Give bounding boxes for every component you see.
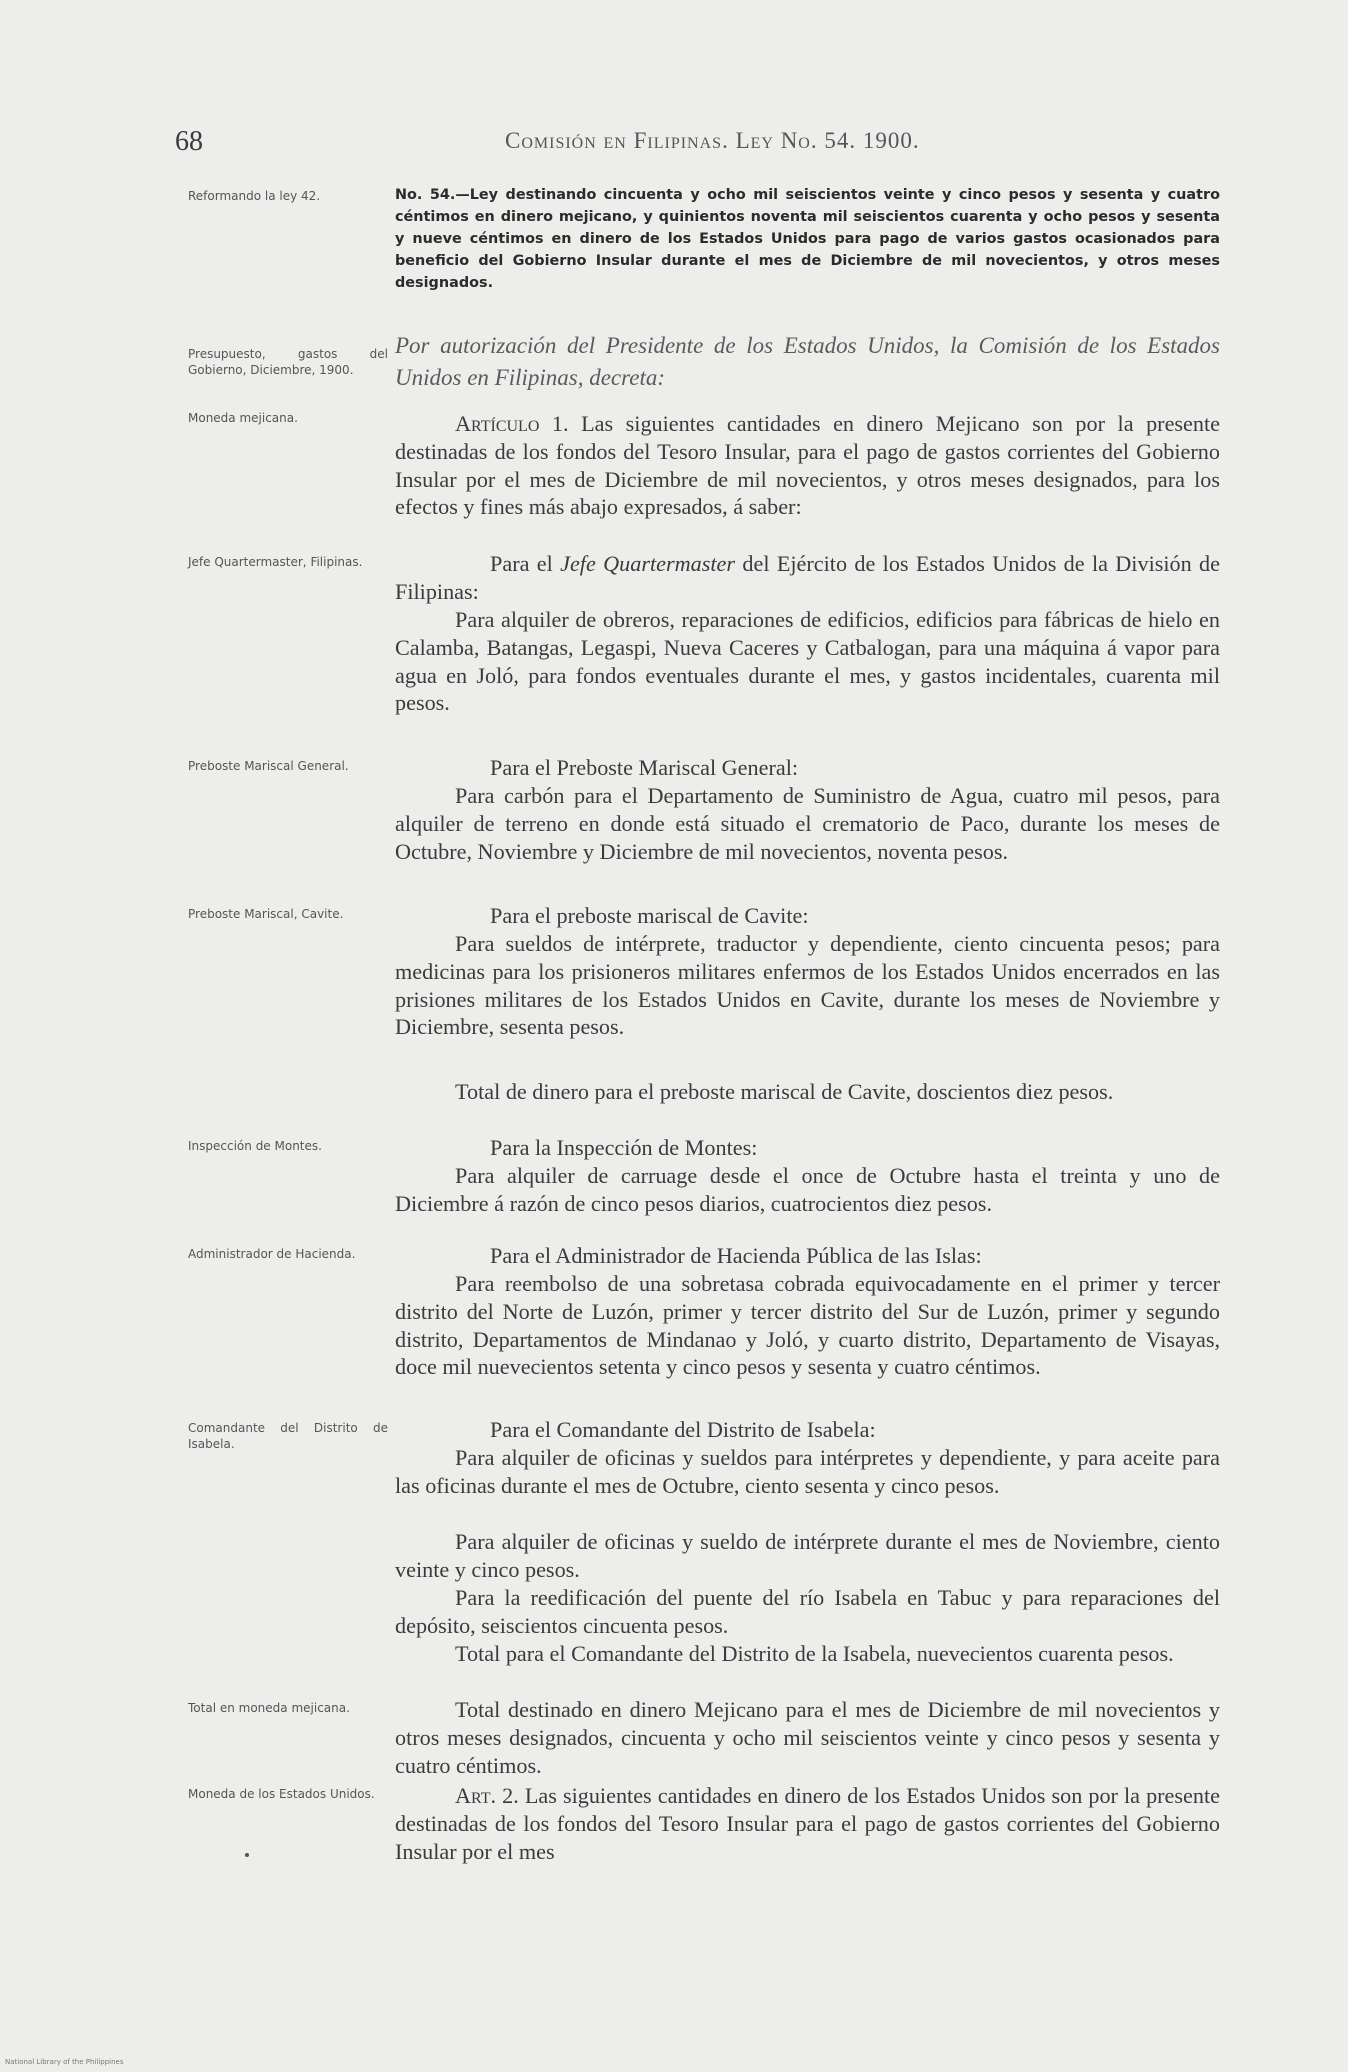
treasury-p1: Para reembolso de una sobretasa cobrada equivocadamente en el primer y tercer distrito del Norte de Luzón, primer y tercer distrito del Sur de Luzón, primer y segundo distrito, Departamentos de Mindanao y Joló, y cuarto distrito, Departamento de Visayas, doce mil nuevecientos setenta y cinco pesos y sesenta y cuatro céntimos.	[395, 1271, 1220, 1380]
print-speck	[245, 1853, 249, 1857]
article-2-text: Las siguientes cantidades en dinero de los Estados Unidos son por la presente destinadas de los fondos del Tesoro Insular para el pago de gastos corrientes del Gobierno Insular por el mes	[395, 1783, 1220, 1864]
running-title: Comisión en Filipinas. Ley No. 54. 1900.	[505, 128, 920, 153]
article-1	[395, 410, 1220, 521]
margin-note-treasury: Administrador de Hacienda.	[188, 1247, 356, 1261]
margin-note-reform: Reformando la ley 42.	[188, 189, 321, 203]
provost-general-p1: Para carbón para el Departamento de Suministro de Agua, cuatro mil pesos, para alquiler de terreno en donde está situado el crematorio de Paco, durante los meses de Octubre, Noviembre y Diciembre de mil novecientos, noventa pesos.	[395, 783, 1220, 864]
margin-note-provost-cavite: Preboste Mariscal, Cavite.	[188, 907, 344, 921]
margin-note-total-mexican: Total en moneda mejicana.	[188, 1701, 350, 1715]
law-title: No. 54.—Ley destinando cincuenta y ocho mil seiscientos veinte y cinco pesos y sesenta y cuatro céntimos en dinero mejicano, y quinientos noventa mil seiscientos cuarenta y ocho pesos y sesenta y nueve céntimos en dinero de los Estados Unidos para pago de varios gastos ocasionados para beneficio del Gobierno Insular durante el mes de Diciembre de mil novecientos, y otros meses designados.	[395, 187, 1220, 291]
provost-cavite-p2: Total de dinero para el preboste mariscal de Cavite, doscientos diez pesos.	[455, 1079, 1114, 1104]
isabela-p2: Para alquiler de oficinas y sueldo de intérprete durante el mes de Noviembre, ciento veinte y cinco pesos.	[395, 1529, 1220, 1582]
scan-footer: National Library of the Philippines	[5, 2058, 124, 2066]
provost-cavite-p1: Para sueldos de intérprete, traductor y dependiente, ciento cincuenta pesos; para medicinas para los prisioneros militares enfermos de los Estados Unidos encerrados en las prisiones militares de los Estados Unidos en Cavite, durante los meses de Noviembre y Diciembre, sesenta pesos.	[395, 931, 1220, 1040]
treasury-heading: Para el Administrador de Hacienda Pública de las Islas:	[490, 1243, 982, 1268]
article-2-label: Art. 2.	[455, 1783, 519, 1808]
provost-general-heading: Para el Preboste Mariscal General:	[490, 755, 799, 780]
quartermaster-title: Jefe Quartermaster	[560, 551, 736, 576]
isabela-p4: Total para el Comandante del Distrito de la Isabela, nuevecientos cuarenta pesos.	[455, 1641, 1174, 1666]
isabela-p3: Para la reedificación del puente del río Isabela en Tabuc y para reparaciones del depósito, seiscientos cincuenta pesos.	[395, 1585, 1220, 1638]
margin-note-forestry: Inspección de Montes.	[188, 1139, 322, 1153]
isabela-heading: Para el Comandante del Distrito de Isabela:	[490, 1417, 876, 1442]
forestry-heading: Para la Inspección de Montes:	[490, 1135, 758, 1160]
margin-note-isabela: Comandante del Distrito de Isabela.	[188, 1421, 388, 1451]
margin-note-us-currency: Moneda de los Estados Unidos.	[188, 1787, 375, 1801]
total-mexican: Total destinado en dinero Mejicano para el mes de Diciembre de mil novecientos y otros meses designados, cincuenta y ocho mil seiscientos veinte y cinco pesos y sesenta y cuatro céntimos.	[395, 1697, 1220, 1778]
provost-cavite-heading: Para el preboste mariscal de Cavite:	[490, 903, 809, 928]
margin-note-budget: Presupuesto, gastos del Gobierno, Diciembre, 1900.	[188, 347, 388, 377]
margin-note-mexican-currency: Moneda mejicana.	[188, 411, 298, 425]
isabela-p1: Para alquiler de oficinas y sueldos para intérpretes y dependiente, y para aceite para las oficinas durante el mes de Octubre, ciento sesenta y cinco pesos.	[395, 1445, 1220, 1498]
forestry-p1: Para alquiler de carruage desde el once de Octubre hasta el treinta y uno de Diciembre á razón de cinco pesos diarios, cuatrocientos diez pesos.	[395, 1163, 1220, 1216]
quartermaster-heading: Para el Jefe Quartermaster del Ejército de los Estados Unidos de la División de Filipinas:	[395, 551, 1220, 604]
decree-clause: Por autorización del Presidente de los Estados Unidos, la Comisión de los Estados Unidos en Filipinas, decreta:	[395, 333, 1220, 390]
margin-note-provost-general: Preboste Mariscal General.	[188, 759, 349, 773]
article-2	[395, 1782, 1220, 1865]
page-header	[175, 126, 1155, 156]
article-1-text: Las siguientes cantidades en dinero Mejicano son por la presente destinadas de los fondos del Tesoro Insular, para el pago de gastos corrientes del Gobierno Insular por el mes de Diciembre de mil novecientos, y otros meses designados, para los efectos y fines más abajo expresados, á saber:	[395, 411, 1221, 520]
margin-note-quartermaster: Jefe Quartermaster, Filipinas.	[188, 555, 363, 569]
article-1-label: Artículo 1.	[455, 411, 569, 436]
page-number: 68	[175, 126, 203, 157]
quartermaster-p1: Para alquiler de obreros, reparaciones de edificios, edificios para fábricas de hielo en Calamba, Batangas, Legaspi, Nueva Caceres y Catbalogan, para una máquina á vapor para agua en Joló, para fondos eventuales durante el mes, y gastos incidentales, cuarenta mil pesos.	[395, 607, 1220, 716]
